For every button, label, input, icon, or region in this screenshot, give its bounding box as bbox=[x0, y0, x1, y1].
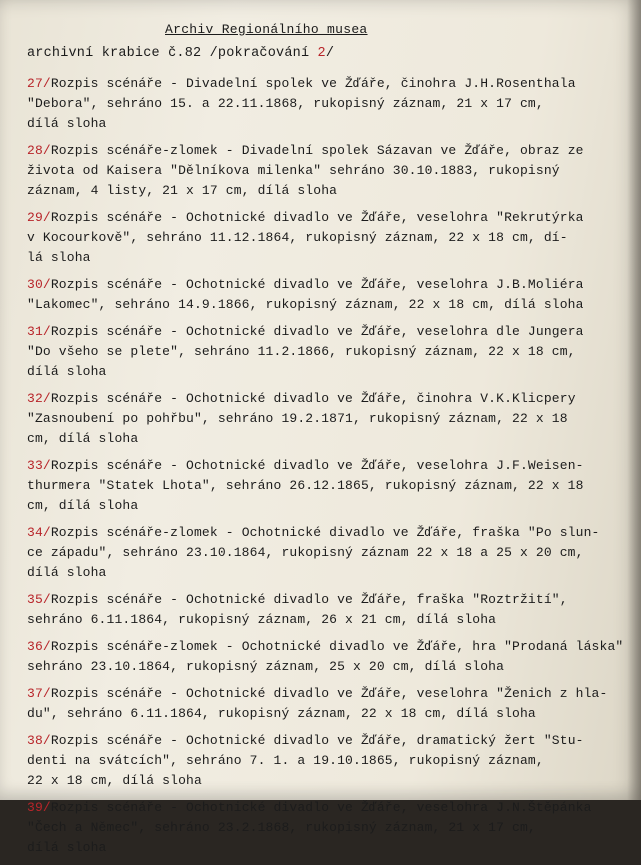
subtitle-end: / bbox=[325, 46, 335, 61]
entry-text: Rozpis scénáře - Ochotnické divadlo ve Žďáře, dramatický žert "Stu- bbox=[50, 733, 584, 748]
entry-line bbox=[27, 322, 627, 342]
entry-text: thurmera "Statek Lhota", sehráno 26.12.1865, rukopisný záznam, 22 x 18 bbox=[27, 478, 584, 493]
entry-line bbox=[27, 731, 627, 751]
entry-text: Rozpis scénáře - Ochotnické divadlo ve Žďáře, veselohra J.F.Weisen- bbox=[50, 458, 584, 473]
entry-text: "Zasnoubení po pohřbu", sehráno 19.2.1871, rukopisný záznam, 22 x 18 bbox=[27, 411, 568, 426]
entry-number: 29/ bbox=[27, 210, 51, 225]
entry-line bbox=[27, 94, 627, 114]
entry-line bbox=[27, 704, 627, 724]
entry-line bbox=[27, 295, 627, 315]
entry-text: cm, dílá sloha bbox=[27, 431, 139, 446]
list-item bbox=[27, 590, 627, 630]
entry-text: dílá sloha bbox=[27, 116, 107, 131]
list-item bbox=[27, 322, 627, 382]
list-item bbox=[27, 74, 627, 134]
entry-text: ce západu", sehráno 23.10.1864, rukopisný záznam 22 x 18 a 25 x 20 cm, bbox=[27, 545, 584, 560]
entry-number: 32/ bbox=[27, 391, 51, 406]
entry-text: Rozpis scénáře - Divadelní spolek ve Žďáře, činohra J.H.Rosenthala bbox=[50, 76, 576, 91]
entry-text: Rozpis scénáře-zlomek - Ochotnické divadlo ve Žďáře, hra "Prodaná láska" bbox=[50, 639, 624, 654]
entry-text: "Debora", sehráno 15. a 22.11.1868, rukopisný záznam, 21 x 17 cm, bbox=[27, 96, 544, 111]
entry-number: 27/ bbox=[27, 76, 51, 91]
entry-text: Rozpis scénáře-zlomek - Ochotnické divadlo ve Žďáře, fraška "Po slun- bbox=[50, 525, 600, 540]
entry-text: Rozpis scénáře - Ochotnické divadlo ve Žďáře, činohra V.K.Klicpery bbox=[50, 391, 576, 406]
entry-text: života od Kaisera "Dělníkova milenka" sehráno 30.10.1883, rukopisný bbox=[27, 163, 560, 178]
entry-text: "Lakomec", sehráno 14.9.1866, rukopisný záznam, 22 x 18 cm, dílá sloha bbox=[27, 297, 584, 312]
list-item bbox=[27, 637, 627, 677]
entry-line bbox=[27, 74, 627, 94]
entry-line bbox=[27, 684, 627, 704]
entry-text: Rozpis scénáře - Ochotnické divadlo ve Žďáře, veselohra J.B.Moliéra bbox=[50, 277, 584, 292]
list-item bbox=[27, 684, 627, 724]
entry-number: 36/ bbox=[27, 639, 51, 654]
entry-line bbox=[27, 456, 627, 476]
entry-line bbox=[27, 523, 627, 543]
entry-text: denti na svátcích", sehráno 7. 1. a 19.10.1865, rukopisný záznam, bbox=[27, 753, 544, 768]
entry-line bbox=[27, 228, 627, 248]
entry-line bbox=[27, 657, 627, 677]
entry-text: lá sloha bbox=[27, 250, 91, 265]
entry-text: 22 x 18 cm, dílá sloha bbox=[27, 773, 202, 788]
entry-text: Rozpis scénáře - Ochotnické divadlo ve Žďáře, fraška "Roztržití", bbox=[50, 592, 568, 607]
entry-text: dílá sloha bbox=[27, 840, 107, 855]
entry-line bbox=[27, 181, 627, 201]
list-item bbox=[27, 275, 627, 315]
entry-line bbox=[27, 590, 627, 610]
entry-text: sehráno 6.11.1864, rukopisný záznam, 26 x 21 cm, dílá sloha bbox=[27, 612, 497, 627]
list-item bbox=[27, 389, 627, 449]
entry-text: Rozpis scénáře-zlomek - Divadelní spolek Sázavan ve Žďáře, obraz ze bbox=[50, 143, 584, 158]
entry-text: dílá sloha bbox=[27, 364, 107, 379]
entry-number: 31/ bbox=[27, 324, 51, 339]
entry-line bbox=[27, 751, 627, 771]
entry-text: Rozpis scénáře - Ochotnické divadlo ve Žďáře, veselohra "Ženich z hla- bbox=[50, 686, 608, 701]
entry-text: cm, dílá sloha bbox=[27, 498, 139, 513]
list-item bbox=[27, 141, 627, 201]
scan-shadow-edge bbox=[627, 0, 641, 800]
list-item bbox=[27, 208, 627, 268]
subtitle-number: 2 bbox=[317, 46, 326, 61]
entry-number: 28/ bbox=[27, 143, 51, 158]
entry-text: sehráno 23.10.1864, rukopisný záznam, 25 x 20 cm, dílá sloha bbox=[27, 659, 505, 674]
entry-line bbox=[27, 563, 627, 583]
entry-text: "Do všeho se plete", sehráno 11.2.1866, rukopisný záznam, 22 x 18 cm, bbox=[27, 344, 576, 359]
entry-line bbox=[27, 161, 627, 181]
entry-line bbox=[27, 409, 627, 429]
entry-number: 39/ bbox=[27, 800, 51, 815]
entry-line bbox=[27, 429, 627, 449]
page-subtitle bbox=[27, 46, 334, 61]
entry-line bbox=[27, 476, 627, 496]
entry-line bbox=[27, 771, 627, 791]
entry-number: 37/ bbox=[27, 686, 51, 701]
entry-text: dílá sloha bbox=[27, 565, 107, 580]
list-item bbox=[27, 798, 627, 858]
entry-number: 38/ bbox=[27, 733, 51, 748]
entry-number: 34/ bbox=[27, 525, 51, 540]
entry-line bbox=[27, 818, 627, 838]
entry-list bbox=[27, 74, 627, 865]
entry-number: 33/ bbox=[27, 458, 51, 473]
entry-text: Rozpis scénáře - Ochotnické divadlo ve Žďáře, veselohra dle Jungera bbox=[50, 324, 584, 339]
list-item bbox=[27, 523, 627, 583]
entry-line bbox=[27, 275, 627, 295]
entry-line bbox=[27, 362, 627, 382]
entry-line bbox=[27, 342, 627, 362]
page-title: Archiv Regionálního musea bbox=[165, 22, 368, 37]
subtitle-text: archivní krabice č.82 /pokračování bbox=[27, 46, 318, 61]
entry-line bbox=[27, 389, 627, 409]
entry-text: "Čech a Němec", sehráno 23.2.1868, rukopisný záznam, 21 x 17 cm, bbox=[27, 820, 536, 835]
entry-line bbox=[27, 496, 627, 516]
entry-line bbox=[27, 114, 627, 134]
entry-text: v Kocourkově", sehráno 11.12.1864, rukopisný záznam, 22 x 18 cm, dí- bbox=[27, 230, 568, 245]
entry-line bbox=[27, 248, 627, 268]
entry-text: záznam, 4 listy, 21 x 17 cm, dílá sloha bbox=[27, 183, 338, 198]
entry-line bbox=[27, 637, 627, 657]
list-item bbox=[27, 731, 627, 791]
entry-text: du", sehráno 6.11.1864, rukopisný záznam, 22 x 18 cm, dílá sloha bbox=[27, 706, 536, 721]
entry-line bbox=[27, 798, 627, 818]
entry-line bbox=[27, 610, 627, 630]
entry-text: Rozpis scénáře - Ochotnické divadlo ve Žďáře, veselohra J.N.Štěpánka bbox=[50, 800, 592, 815]
entry-line bbox=[27, 838, 627, 858]
list-item bbox=[27, 456, 627, 516]
entry-line bbox=[27, 141, 627, 161]
entry-line bbox=[27, 543, 627, 563]
entry-line bbox=[27, 208, 627, 228]
entry-number: 35/ bbox=[27, 592, 51, 607]
entry-number: 30/ bbox=[27, 277, 51, 292]
entry-text: Rozpis scénáře - Ochotnické divadlo ve Žďáře, veselohra "Rekrutýrka bbox=[50, 210, 584, 225]
